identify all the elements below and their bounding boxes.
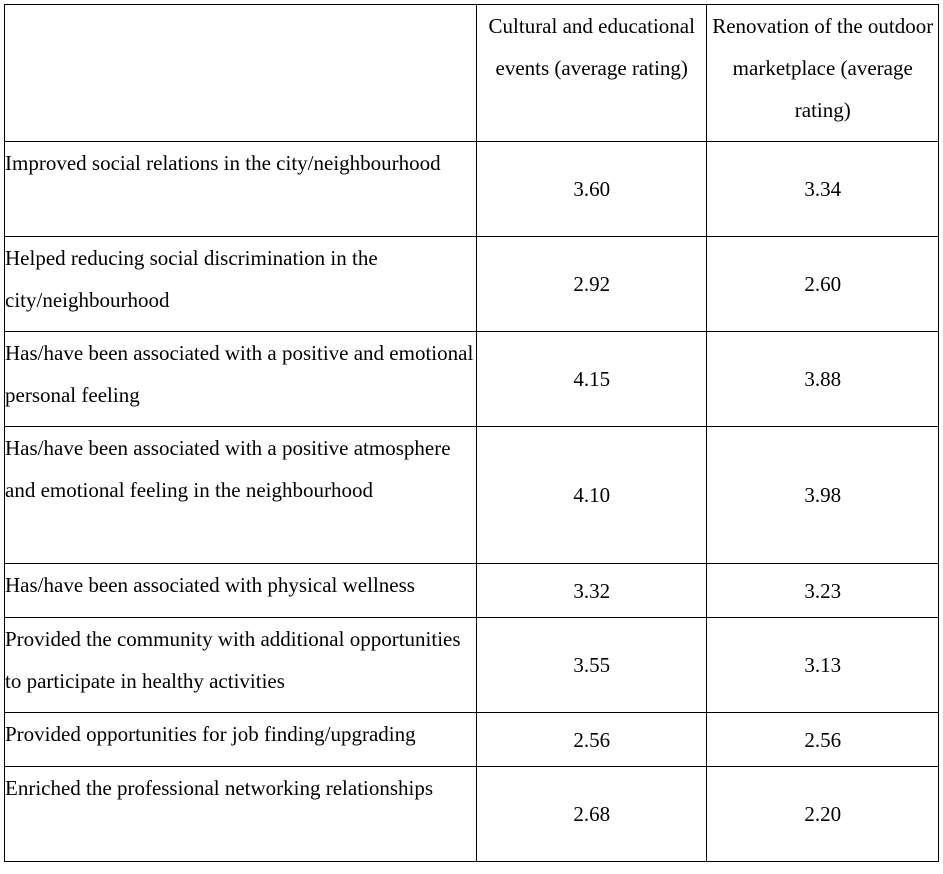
cultural-events-value: 2.92 <box>477 237 707 332</box>
table-row <box>5 618 939 713</box>
header-marketplace-renovation: Renovation of the outdoor marketplace (average rating) <box>707 5 939 142</box>
cultural-events-value: 2.56 <box>477 713 707 767</box>
table-header-row <box>5 5 939 142</box>
cultural-events-value: 2.68 <box>477 767 707 862</box>
ratings-table <box>4 4 939 862</box>
cultural-events-value: 3.60 <box>477 142 707 237</box>
cultural-events-value: 4.10 <box>477 427 707 564</box>
marketplace-value: 3.13 <box>707 618 939 713</box>
row-label: Provided the community with additional opportunities to participate in healthy activities <box>5 618 477 713</box>
marketplace-value: 3.23 <box>707 564 939 618</box>
cultural-events-value: 3.32 <box>477 564 707 618</box>
table-row <box>5 142 939 237</box>
cultural-events-value: 3.55 <box>477 618 707 713</box>
row-label: Has/have been associated with a positive and emotional personal feeling <box>5 332 477 427</box>
marketplace-value: 3.98 <box>707 427 939 564</box>
row-label: Enriched the professional networking relationships <box>5 767 477 862</box>
row-label: Has/have been associated with physical wellness <box>5 564 477 618</box>
table-row <box>5 767 939 862</box>
marketplace-value: 2.60 <box>707 237 939 332</box>
header-cultural-events: Cultural and educational events (average rating) <box>477 5 707 142</box>
table-row <box>5 237 939 332</box>
marketplace-value: 3.88 <box>707 332 939 427</box>
row-label: Helped reducing social discrimination in the city/neighbourhood <box>5 237 477 332</box>
table-row <box>5 564 939 618</box>
marketplace-value: 3.34 <box>707 142 939 237</box>
row-label: Improved social relations in the city/neighbourhood <box>5 142 477 237</box>
row-label: Provided opportunities for job finding/upgrading <box>5 713 477 767</box>
table-row <box>5 713 939 767</box>
table-row <box>5 427 939 564</box>
table-row <box>5 332 939 427</box>
row-label: Has/have been associated with a positive atmosphere and emotional feeling in the neighbourhood <box>5 427 477 564</box>
header-corner-cell <box>5 5 477 142</box>
cultural-events-value: 4.15 <box>477 332 707 427</box>
marketplace-value: 2.20 <box>707 767 939 862</box>
marketplace-value: 2.56 <box>707 713 939 767</box>
